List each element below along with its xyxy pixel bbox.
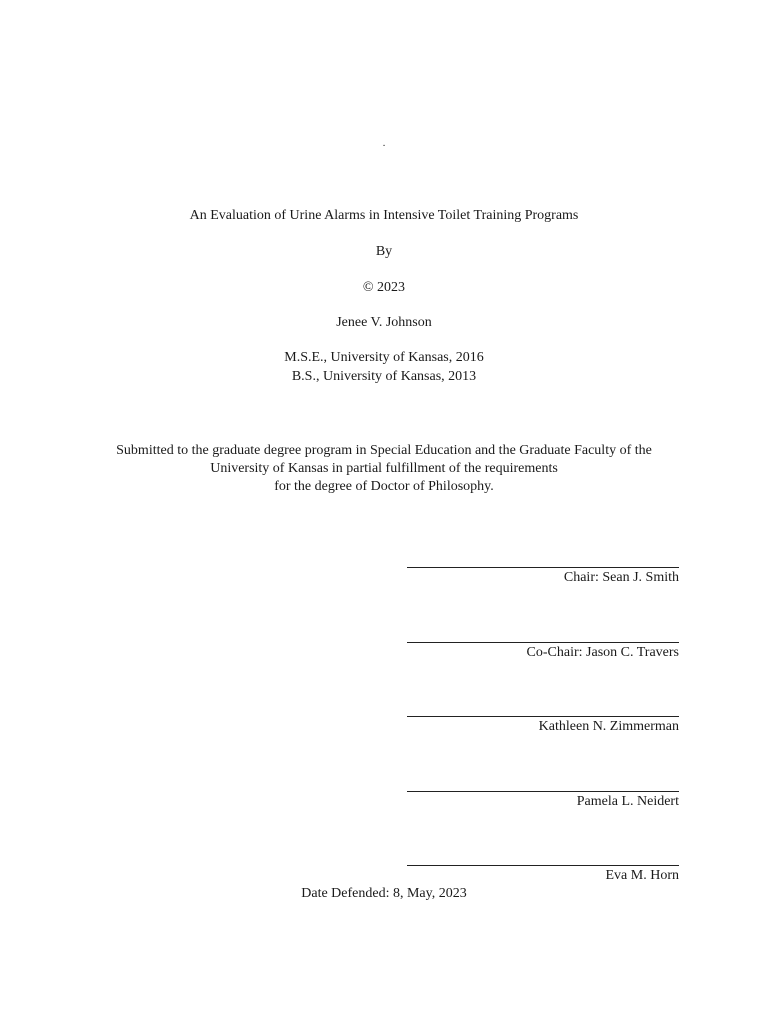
- signature-line: [407, 791, 679, 792]
- author-name: Jenee V. Johnson: [336, 315, 432, 330]
- top-mark: ·: [382, 141, 386, 152]
- signature-block-member-2: [407, 791, 679, 827]
- signature-line: [407, 716, 679, 717]
- signature-line: [407, 865, 679, 866]
- committee-member: Eva M. Horn: [605, 868, 679, 883]
- committee-member: Pamela L. Neidert: [576, 794, 679, 809]
- signature-block-chair: [407, 567, 679, 603]
- signature-block-co-chair: [407, 642, 679, 678]
- degree-bs: B.S., University of Kansas, 2013: [291, 369, 477, 384]
- by-label: By: [375, 244, 393, 259]
- dissertation-title: An Evaluation of Urine Alarms in Intensive Toilet Training Programs: [189, 208, 579, 223]
- degree-mse: M.S.E., University of Kansas, 2016: [284, 350, 484, 365]
- committee-member: Kathleen N. Zimmerman: [538, 719, 679, 734]
- submission-line-1: Submitted to the graduate degree program in Special Education and the Graduate Faculty of the: [116, 443, 652, 458]
- committee-member: Chair: Sean J. Smith: [563, 570, 679, 585]
- submission-line-2: University of Kansas in partial fulfillment of the requirements: [210, 461, 558, 476]
- prior-degrees: [0, 349, 768, 387]
- submission-statement: [0, 442, 768, 496]
- signature-line: [407, 567, 679, 568]
- signature-line: [407, 642, 679, 643]
- copyright-line: © 2023: [362, 280, 406, 295]
- committee-member: Co-Chair: Jason C. Travers: [526, 645, 679, 660]
- signature-block-member-1: [407, 716, 679, 752]
- submission-line-3: for the degree of Doctor of Philosophy.: [274, 479, 494, 494]
- date-defended: Date Defended: 8, May, 2023: [301, 886, 467, 901]
